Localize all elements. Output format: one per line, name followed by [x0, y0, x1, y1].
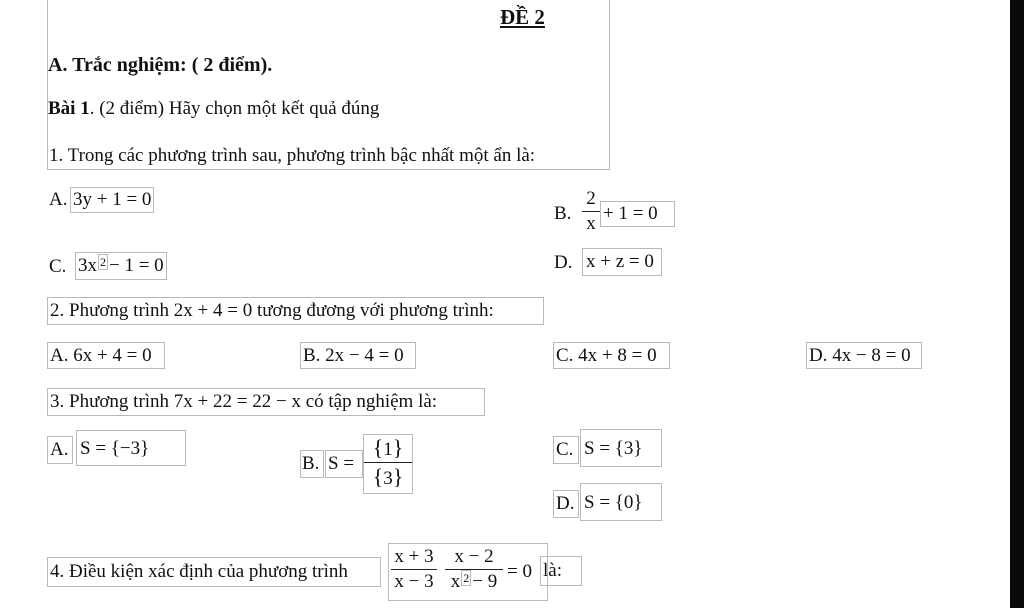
q3-b-denominator: {3} [372, 464, 404, 489]
q1-b-label: B. [554, 203, 572, 224]
q3-b-den-value: 3 [383, 468, 393, 489]
q1-d-expr: x + z = 0 [582, 248, 662, 276]
q1-b-numerator: 2 [586, 188, 596, 209]
q3-c-expr: S = {3} [580, 429, 662, 467]
bai-1-text: . (2 điểm) Hãy chọn một kết quả đúng [89, 98, 380, 119]
q1-b-denominator: x [586, 213, 596, 234]
bai-1-line [48, 98, 379, 120]
q4-f2-numerator: x − 2 [454, 546, 494, 567]
q1-c-rest: − 1 = 0 [109, 255, 164, 276]
q1-d-label: D. [554, 252, 573, 273]
q1-c-expr [75, 252, 167, 280]
q4-f2-den-base: x [450, 571, 461, 592]
q3-d-expr: S = {0} [580, 483, 662, 521]
q3-b-lhs: S = [325, 450, 363, 478]
q4-suffix: là: [540, 556, 582, 586]
fraction-bar [582, 211, 600, 212]
q4-fraction-1 [391, 546, 437, 593]
fraction-bar [364, 462, 412, 463]
q4-f1-denominator: x − 3 [394, 571, 434, 592]
q4-fraction-2 [445, 546, 503, 593]
q1-prompt: 1. Trong các phương trình sau, phương trình bậc nhất một ẩn là: [49, 145, 536, 166]
q4-equals-zero: = 0 [507, 561, 532, 582]
q3-c-label: C. [553, 436, 579, 464]
q3-b-fraction [363, 434, 413, 494]
bai-1-label: Bài 1 [48, 98, 90, 119]
q2-option-b: B. 2x − 4 = 0 [300, 342, 416, 369]
q3-d-label: D. [553, 490, 579, 518]
q1-c-base: 3x [78, 255, 97, 276]
q4-prompt: 4. Điều kiện xác định của phương trình [47, 557, 381, 587]
fraction-bar [445, 569, 503, 570]
q2-prompt: 2. Phương trình 2x + 4 = 0 tương đương với phương trình: [47, 297, 544, 325]
q4-f1-numerator: x + 3 [394, 546, 434, 567]
q3-b-numerator: {1} [372, 435, 404, 460]
q3-b-label: B. [300, 450, 324, 478]
q1-a-label: A. [49, 189, 68, 210]
q1-c-exponent: 2 [100, 255, 106, 269]
q1-c-label: C. [49, 256, 67, 277]
fraction-bar [391, 569, 437, 570]
q3-b-num-value: 1 [383, 439, 393, 460]
section-a-heading: A. Trắc nghiệm: ( 2 điểm). [48, 54, 273, 76]
q3-a-expr: S = {−3} [76, 430, 186, 466]
q4-f2-den-exp: 2 [463, 571, 470, 585]
q2-option-a: A. 6x + 4 = 0 [47, 342, 165, 369]
q4-f2-denominator [451, 571, 497, 593]
q1-b-fraction [582, 188, 600, 235]
q3-prompt: 3. Phương trình 7x + 22 = 22 − x có tập nghiệm là: [47, 388, 485, 416]
q2-option-c: C. 4x + 8 = 0 [553, 342, 670, 369]
q3-a-label: A. [47, 436, 73, 464]
q4-equation [388, 543, 548, 601]
q4-f2-den-rest: − 9 [472, 571, 498, 592]
q3-b-frac-inner [364, 435, 412, 490]
exam-title: ĐỀ 2 [500, 5, 545, 29]
q1-a-expr: 3y + 1 = 0 [70, 187, 154, 213]
window-right-edge [1010, 0, 1024, 608]
q2-option-d: D. 4x − 8 = 0 [806, 342, 922, 369]
q1-b-rest: + 1 = 0 [600, 201, 675, 227]
